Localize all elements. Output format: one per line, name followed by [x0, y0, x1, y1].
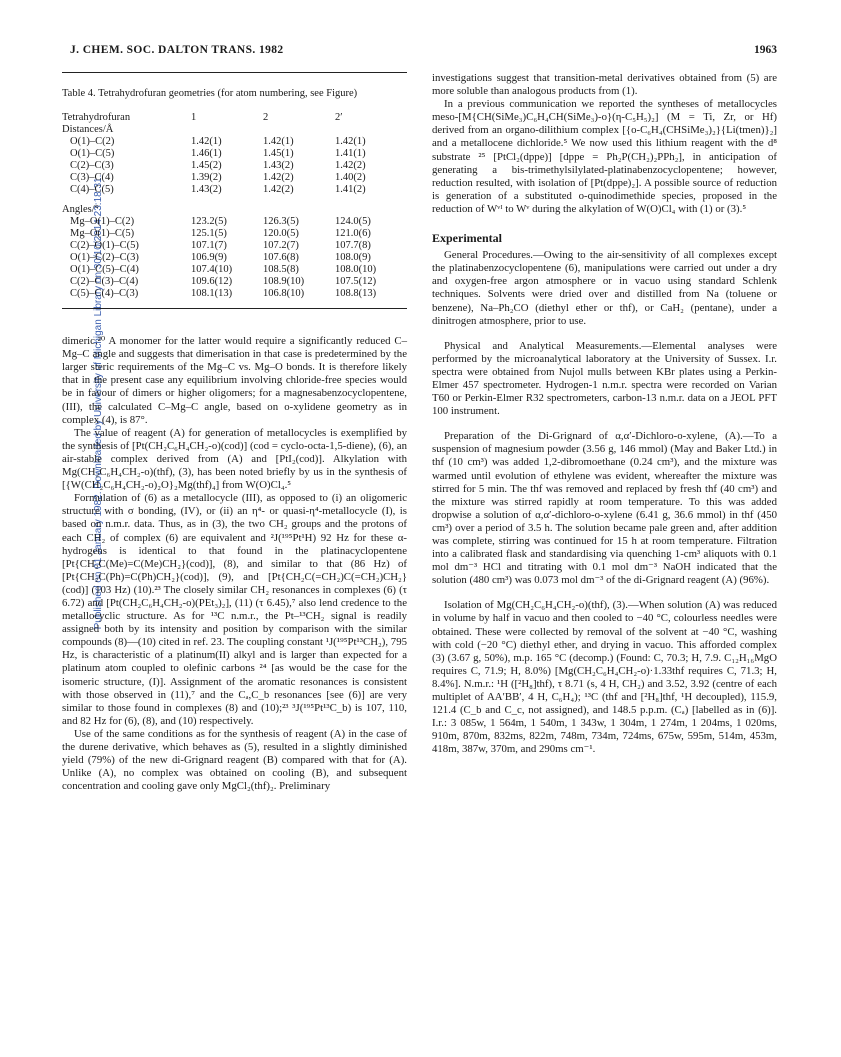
value-cell: 1.42(2)	[263, 172, 294, 184]
body-paragraph: investigations suggest that transition-metal derivatives obtained from (5) are more soluble than analogous products from (1).	[432, 72, 777, 98]
experimental-paragraph: General Procedures.—Owing to the air-sensitivity of all complexes except the platinabenzocyclopentene (6), manipulations were carried out under a dry and oxygen-free argon atmosphere or in vacuo using standard Schlenk techniques. Solvents were dried over and distilled from Na (toluene or benzene), Na–Ph₂CO (diethyl ether or thf), or CaH₂ (pentane), under a dinitrogen atmosphere, prior to use.	[432, 249, 777, 327]
left-column	[62, 72, 407, 793]
column-header: 2′	[335, 112, 343, 124]
value-cell: 121.0(6)	[335, 228, 371, 240]
experimental-paragraph: Isolation of Mg(CH₂C₆H₄CH₂-o)(thf), (3).—When solution (A) was reduced in volume by half in vacuo and then cooled to −40 °C, colourless needles were obtained. These were collected by removal of the solvent at −40 °C, washing with cold (−20 °C) diethyl ether, and drying in vacuo. This afforded complex (3) (3.67 g, 50%), m.p. 165 °C (decomp.) (Found: C, 70.3; H, 7.9. C₁₂H₁₆MgO requires C, 71.9; H, 8.0%) [Mg(CH₂C₆H₄CH₂-o)·1.33thf requires C, 71.3; H, 8.4%]. N.m.r.: ¹H ([²H₈]thf), τ 8.71 (s, 4 H, CH₂) and 3.52, 3.92 (centre of each multiplet of AA′BB′, 4 H, C₆H₄); ¹³C (thf and [²H₈]thf, ¹H decoupled), 115.9, 121.4 (C_b and C_c, not assigned), and 148.5 p.p.m. (Cₐ) [labelled as in (6)]. I.r.: 3 085w, 1 564m, 1 540m, 1 343w, 1 304m, 1 274m, 1 204ms, 1 020ms, 910m, 870m, 832ms, 822m, 748m, 734m, 724ms, 675w, 595m, 514m, 453m, 418m, 387w, 370m, and 290ms cm⁻¹.	[432, 599, 777, 756]
table-row	[62, 160, 407, 172]
bond-label-cell: Mg–O(1)–C(2)	[70, 216, 135, 228]
value-cell: 1.39(2)	[191, 172, 222, 184]
experimental-paragraph: Physical and Analytical Measurements.—Elemental analyses were performed by the microanalytical laboratory at the University of Sussex. I.r. spectra were obtained from Nujol mulls between KBr plates using a Perkin-Elmer 457 spectrometer. Hydrogen-1 n.m.r. spectra were recorded on Varian T60 or Perkin-Elmer R32 spectrometers, carbon-13 n.m.r. data on a JEOL PFT 100 instrument.	[432, 339, 777, 418]
table-row	[62, 288, 407, 300]
value-cell: 1.42(2)	[335, 160, 366, 172]
table-row	[62, 216, 407, 228]
journal-header: J. CHEM. SOC. DALTON TRANS. 1982	[70, 44, 284, 56]
value-cell: 1.42(1)	[263, 136, 294, 148]
body-paragraph: Formulation of (6) as a metallocycle (III), as opposed to (i) an oligomeric structure with σ bonding, (IV), or (ii) an η⁴- or quasi-η⁴-metallocycle (I), is based on n.m.r. data. Thus, as in (3), the two CH₂ groups and the protons of each CH₂ of complex (6) are equivalent and ²J(¹⁹⁵Pt¹H) 92 Hz for these α-hydrogens is identical to that found in the platinacyclopentene [Pt{CH₂C(Me)=C(Me)CH₂}(cod)], (8), and similar to that (86 Hz) of [Pt{CH₂C(Ph)=C(Ph)CH₂}(cod)], (9), and [Pt{CH₂C(=CH₂)C(=CH₂)CH₂}(cod)] (103 Hz) (10).²³ The closely similar CH₂ resonances in complexes (6) (τ 6.72) and [Pt(CH₂C₆H₄CH₂-o)(PEt₃)₂], (11) (τ 6.45),⁷ also lend credence to the metallocyclic structure. As for ¹³C n.m.r., the Pt–¹³CH₂ signal is readily assigned both by its intensity and position by comparison with the similar compounds (8)—(10) cited in ref. 23. The coupling constant ¹J(¹⁹⁵Pt¹³CH₂), 795 Hz, is characteristic of a platinum(II) alkyl and is larger than expected for a platinum atom coupled to olefinic carbons ²⁴ [as would be the case for the isomeric structure, (I)]. Assignment of the aromatic resonances is consistent with those observed in (11),⁷ and the Cₐ,C_b resonances [see (6)] are very similar to those found in complexes (8) and (10);²³ ³J(¹⁹⁵Pt¹³C_b) is 107, 110, and 82 Hz for (6), (8), and (10) respectively.	[62, 492, 407, 727]
value-cell: 108.9(10)	[263, 276, 305, 288]
table-row	[62, 136, 407, 148]
distances-label: Distances/Å	[62, 124, 114, 136]
table-row	[62, 148, 407, 160]
value-cell: 108.1(13)	[191, 288, 233, 300]
value-cell: 108.0(9)	[335, 252, 371, 264]
table-row	[62, 240, 407, 252]
value-cell: 1.42(2)	[263, 184, 294, 196]
table-caption: Table 4. Tetrahydrofuran geometries (for atom numbering, see Figure)	[62, 88, 358, 99]
bond-label-cell: O(1)–C(2)–C(3)	[70, 252, 139, 264]
bond-label-cell: C(2)–C(3)	[70, 160, 114, 172]
value-cell: 107.6(8)	[263, 252, 299, 264]
value-cell: 109.6(12)	[191, 276, 233, 288]
bond-label-cell: C(3)–C(4)	[70, 172, 114, 184]
body-paragraph: Use of the same conditions as for the synthesis of reagent (A) in the case of the durene derivative, which behaves as (5), resulted in a slightly diminished yield (79%) of the new di-Grignard reagent (B) compared with that for (A). Unlike (A), no complex was obtained on cooling (B), and subsequent concentration and cooling gave only MgCl₂(thf)₂. Preliminary	[62, 727, 407, 793]
table-row	[62, 252, 407, 264]
bond-label-cell: C(5)–C(4)–C(3)	[70, 288, 139, 300]
page-number: 1963	[754, 44, 777, 56]
download-notice[interactable]: Published on 01 January 1982. Downloaded by University of Michigan Library on 30/10/2014 23:18:31.	[93, 174, 104, 630]
value-cell: 125.1(5)	[191, 228, 227, 240]
value-cell: 107.1(7)	[191, 240, 227, 252]
thf-geometry-table	[62, 112, 407, 300]
body-paragraph: In a previous communication we reported the syntheses of metallocycles meso-[M{CH(SiMe₃)C₆H₄CH(SiMe₃)-o}(η-C₅H₅)₂] (M = Ti, Zr, or Hf) derived from an organo-dilithium complex [{o-C₆H₄(CHSiMe₃)₂}{Li(tmen)}₂] and a metallocene dichloride.⁵ We now used this lithium reagent with the d⁸ substrate ²⁵ [PtCl₂(dppe)] [dppe = Ph₂P(CH₂)₂PPh₂], in anticipation of generating a bis-trimethylsilylated-platinabenzocyclopentene; however, reduction resulted, with isolation of [Pt(dppe)₂]. A possible source of reduction is generation of a substituted o-quinodimethide species, proposed in the reduction of Wᵛᴵ to Wᵛ during the alkylation of W(O)Cl₄ with (1) or (3).⁵	[432, 98, 777, 215]
table-row	[62, 184, 407, 196]
table-row	[62, 276, 407, 288]
table-row	[62, 228, 407, 240]
table-row	[62, 172, 407, 184]
column-header: 1	[191, 112, 197, 124]
value-cell: 126.3(5)	[263, 216, 299, 228]
angles-label: Angles/°	[62, 204, 99, 216]
bond-label-cell: O(1)–C(5)–C(4)	[70, 264, 139, 276]
bond-label-cell: C(2)–O(1)–C(5)	[70, 240, 139, 252]
distances-rows	[62, 136, 407, 196]
bond-label-cell: C(4)–C(5)	[70, 184, 114, 196]
value-cell: 107.7(8)	[335, 240, 371, 252]
value-cell: 107.5(12)	[335, 276, 377, 288]
table-row	[62, 264, 407, 276]
value-cell: 108.5(8)	[263, 264, 299, 276]
bond-label-cell: O(1)–C(2)	[70, 136, 115, 148]
table-top-rule	[62, 72, 407, 73]
value-cell: 1.42(1)	[191, 136, 222, 148]
value-cell: 124.0(5)	[335, 216, 371, 228]
value-cell: 1.41(1)	[335, 148, 366, 160]
value-cell: 120.0(5)	[263, 228, 299, 240]
value-cell: 1.42(1)	[335, 136, 366, 148]
value-cell: 1.45(1)	[263, 148, 294, 160]
column-header: 2	[263, 112, 269, 124]
value-cell: 1.45(2)	[191, 160, 222, 172]
value-cell: 106.8(10)	[263, 288, 305, 300]
value-cell: 108.0(10)	[335, 264, 377, 276]
bond-label-cell: Mg–O(1)–C(5)	[70, 228, 135, 240]
column-header: Tetrahydrofuran	[62, 112, 131, 124]
value-cell: 1.40(2)	[335, 172, 366, 184]
table-header-row	[62, 112, 407, 124]
body-paragraph: The value of reagent (A) for generation of metallocycles is exemplified by the synthesis of [Pt(CH₂C₆H₄CH₂-o)(cod)] (cod = cyclo-octa-1,5-diene), (6), an air-stable complex derived from (A) and [PtI₂(cod)]. Alkylation with Mg(CH₂C₆H₄CH₂-o)(thf), (3), has been noted briefly by us in the synthesis of [{W(CH₂C₆H₄CH₂-o)₂O}₂Mg(thf)₄] from W(O)Cl₄.⁵	[62, 426, 407, 492]
value-cell: 1.43(2)	[191, 184, 222, 196]
value-cell: 1.46(1)	[191, 148, 222, 160]
value-cell: 107.2(7)	[263, 240, 299, 252]
value-cell: 107.4(10)	[191, 264, 233, 276]
angles-rows	[62, 216, 407, 300]
body-paragraph: dimeric.²⁰ A monomer for the latter would require a significantly reduced C–Mg–C angle and suggests that dimerisation in that case is predetermined by the larger steric requirements of the Mg–C vs. Mg–O bonds. It is therefore likely that in the present case any equilibrium involving chloride-free species would be in favour of dimers or higher oligomers; for a magnesabenzocyclopentene, (III), the calculated C–Mg–C angle, based on o-xylidene geometry as in complex (4), is 87°.	[62, 335, 407, 426]
value-cell: 1.41(2)	[335, 184, 366, 196]
bond-label-cell: C(2)–C(3)–C(4)	[70, 276, 139, 288]
value-cell: 106.9(9)	[191, 252, 227, 264]
bond-label-cell: O(1)–C(5)	[70, 148, 115, 160]
value-cell: 108.8(13)	[335, 288, 377, 300]
value-cell: 1.43(2)	[263, 160, 294, 172]
value-cell: 123.2(5)	[191, 216, 227, 228]
section-heading-experimental: Experimental	[432, 231, 502, 246]
right-column	[432, 72, 777, 757]
experimental-paragraph: Preparation of the Di-Grignard of α,α′-Dichloro-o-xylene, (A).—To a suspension of magnesium powder (3.56 g, 146 mmol) (May and Baker Ltd.) in thf (10 cm³) was added 1,2-dibromoethane (0.24 cm³), and the mixture was warmed until evolution of ethylene was evident, whereafter the mixture was stirred for 5 min. The thf was removed and replaced by fresh thf (40 cm³) and the mixture was stirred rapidly at room temperature. To this was added dropwise a solution of α,α′-dichloro-o-xylene (6.41 g, 36.6 mmol) in thf (450 cm³) over a period of 3.5 h. The solution became pale green and, after addition was complete, stirring was continued for 15 h at room temperature. Filtration into a calibrated flask and standardising via quenching 1-cm³ aliquots with 0.1 mol dm⁻³ HCl and titrating with 0.1 mol dm⁻³ NaOH indicated that the solution (480 cm³) was 0.073 mol dm⁻³ of the di-Grignard reagent (A) (96%).	[432, 430, 777, 587]
